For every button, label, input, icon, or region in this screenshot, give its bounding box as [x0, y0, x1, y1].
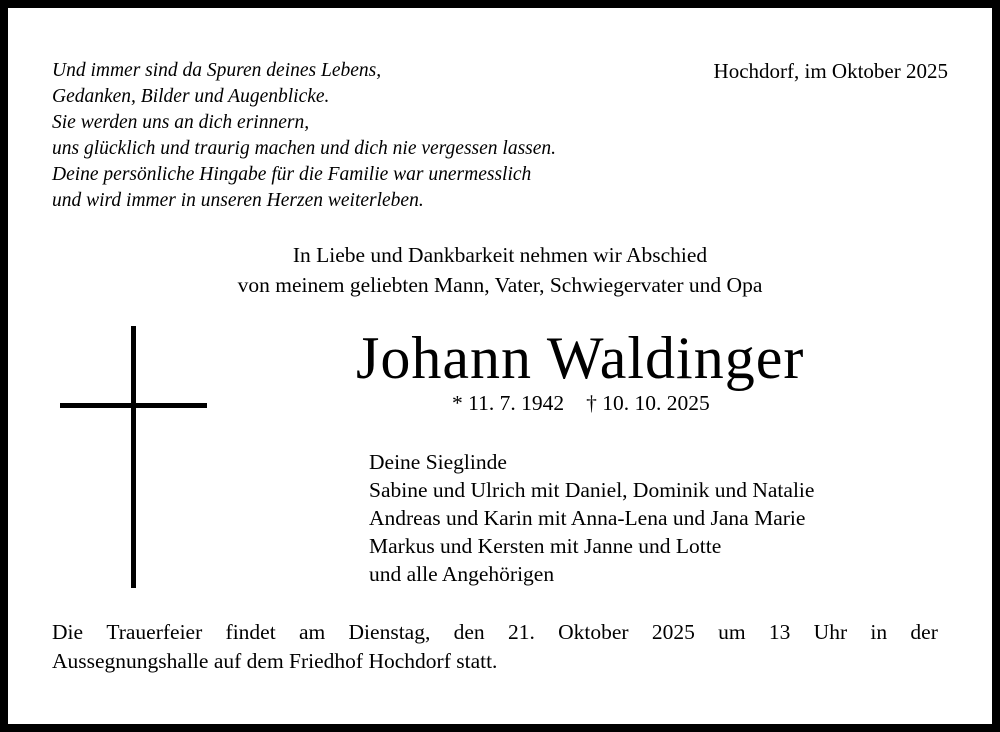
service-word: den: [453, 620, 485, 644]
service-word: Oktober: [558, 620, 629, 644]
deceased-name: Johann Waldinger: [356, 325, 805, 391]
mourner-line: und alle Angehörigen: [369, 562, 555, 586]
service-line-1: [52, 618, 938, 647]
mourner-line: Sabine und Ulrich mit Daniel, Dominik und Natalie: [369, 478, 815, 502]
service-line-2: Aussegnungshalle auf dem Friedhof Hochdorf statt.: [52, 649, 498, 673]
funeral-service-info: [52, 618, 938, 676]
service-word: am: [298, 620, 326, 644]
mourner-line: Deine Sieglinde: [369, 450, 507, 474]
intro-text: [8, 240, 992, 300]
mourners-list: [369, 448, 814, 588]
poem-line: und wird immer in unseren Herzen weiterleben.: [52, 190, 424, 211]
service-word: der: [910, 620, 938, 644]
service-word: Uhr: [813, 620, 848, 644]
service-word: 13: [768, 620, 791, 644]
poem: [52, 58, 556, 214]
cross-vertical-bar: [131, 326, 136, 588]
service-word: 21.: [507, 620, 535, 644]
poem-line: Sie werden uns an dich erinnern,: [52, 112, 310, 133]
poem-line: uns glücklich und traurig machen und dich nie vergessen lassen.: [52, 138, 557, 159]
life-dates: [452, 388, 710, 418]
mourner-line: Andreas und Karin mit Anna-Lena und Jana Marie: [369, 506, 806, 530]
intro-line: In Liebe und Dankbarkeit nehmen wir Abschied: [292, 243, 708, 267]
poem-line: Deine persönliche Hingabe für die Familie war unermesslich: [52, 164, 532, 185]
intro-line: von meinem geliebten Mann, Vater, Schwiegervater und Opa: [237, 273, 763, 297]
service-word: in: [870, 620, 888, 644]
service-word: 2025: [651, 620, 695, 644]
service-word: findet: [225, 620, 276, 644]
place-date: Hochdorf, im Oktober 2025: [713, 59, 948, 83]
service-word: um: [718, 620, 746, 644]
cross-horizontal-bar: [60, 403, 207, 408]
death-date: † 10. 10. 2025: [586, 391, 710, 415]
service-word: Trauerfeier: [106, 620, 203, 644]
birth-date: * 11. 7. 1942: [452, 391, 565, 415]
mourner-line: Markus und Kersten mit Janne und Lotte: [369, 534, 722, 558]
poem-line: Gedanken, Bilder und Augenblicke.: [52, 86, 330, 107]
service-word: Die: [52, 620, 84, 644]
service-word: Dienstag,: [348, 620, 431, 644]
poem-line: Und immer sind da Spuren deines Lebens,: [52, 60, 382, 81]
